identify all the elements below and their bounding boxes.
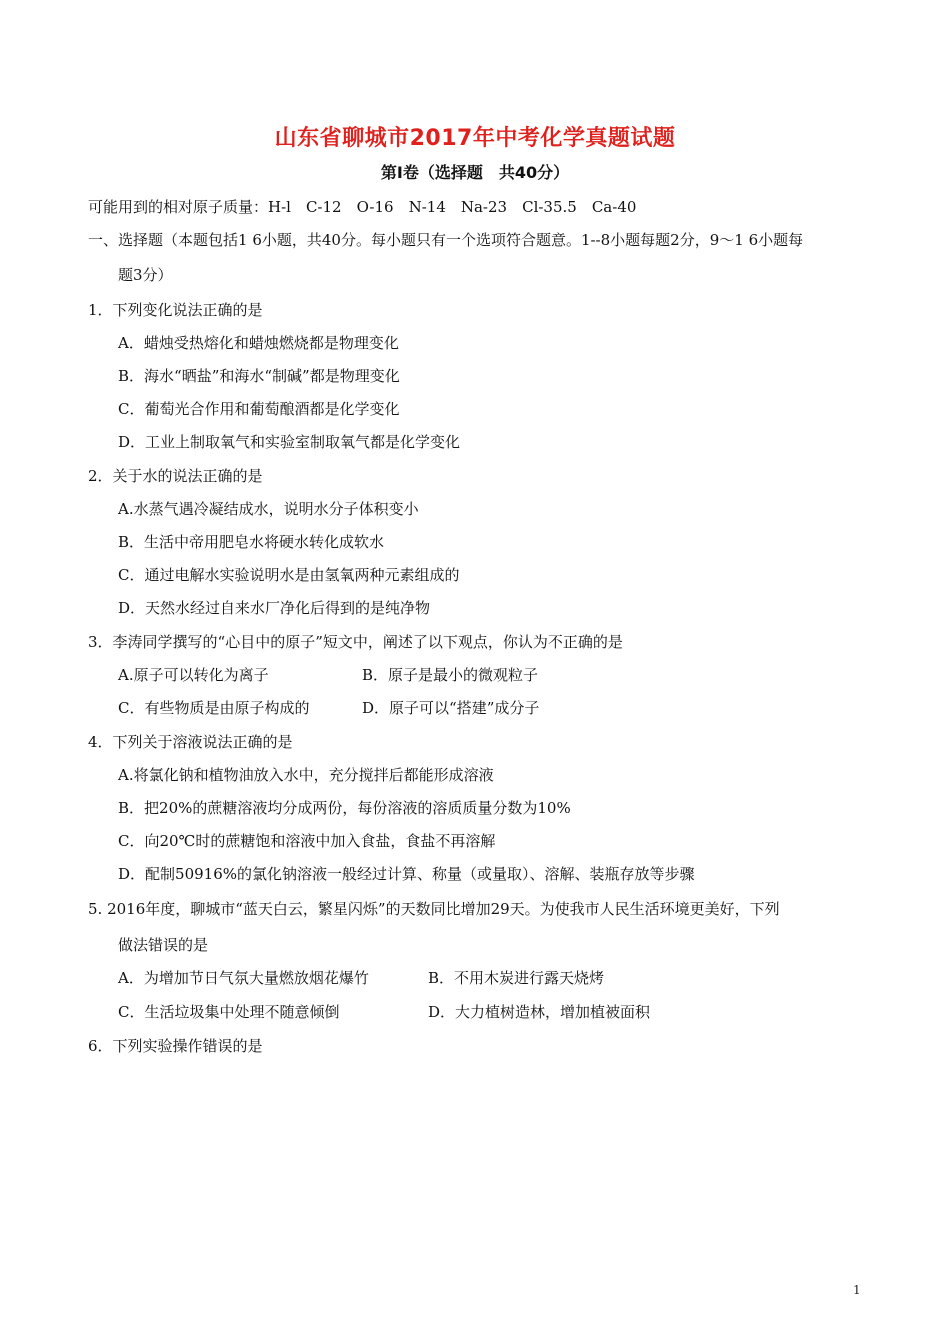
question-5-stem-line2: 做法错误的是 <box>118 936 209 954</box>
question-4-option-a: A.将氯化钠和植物油放入水中，充分搅拌后都能形成溶液 <box>118 766 494 784</box>
question-5-option-b: B．不用木炭进行露天烧烤 <box>428 969 605 987</box>
question-1-stem: 1．下列变化说法正确的是 <box>88 301 263 319</box>
question-1-option-a: A．蜡烛受热熔化和蜡烛燃烧都是物理变化 <box>118 334 399 352</box>
section-heading-line1: 一、选择题（本题包括1 6小题，共40分。每小题只有一个选项符合题意。1--8小题每题2分，9～1 6小题每 <box>88 231 804 249</box>
question-3-option-d: D．原子可以“搭建”成分子 <box>362 699 540 717</box>
question-4-option-c: C．向20℃时的蔗糖饱和溶液中加入食盐，食盐不再溶解 <box>118 832 496 850</box>
question-3-option-c: C．有些物质是由原子构成的 <box>118 699 310 717</box>
section-heading-line2: 题3分） <box>118 266 173 284</box>
question-2-option-c: C．通过电解水实验说明水是由氢氧两种元素组成的 <box>118 566 460 584</box>
question-2-option-a: A.水蒸气遇冷凝结成水，说明水分子体积变小 <box>118 500 419 518</box>
question-4-option-d: D．配制50916%的氯化钠溶液一般经过计算、称量（或量取）、溶解、装瓶存放等步骤 <box>118 865 695 883</box>
question-3-option-b: B．原子是最小的微观粒子 <box>362 666 539 684</box>
page-number: 1 <box>853 1283 861 1297</box>
question-3-option-a: A.原子可以转化为离子 <box>118 666 269 684</box>
document-title: 山东省聊城市2017年中考化学真题试题 <box>274 126 676 151</box>
question-2-option-d: D．天然水经过自来水厂净化后得到的是纯净物 <box>118 599 431 617</box>
question-3-stem: 3．李涛同学撰写的“心目中的原子”短文中，阐述了以下观点，你认为不正确的是 <box>88 633 623 651</box>
question-1-option-b: B．海水“晒盐”和海水“制碱”都是物理变化 <box>118 367 400 385</box>
question-6-stem: 6．下列实验操作错误的是 <box>88 1037 263 1055</box>
question-1-option-c: C．葡萄光合作用和葡萄酿酒都是化学变化 <box>118 400 400 418</box>
question-2-stem: 2．关于水的说法正确的是 <box>88 467 263 485</box>
question-5-option-d: D．大力植树造林，增加植被面积 <box>428 1003 651 1021</box>
question-4-stem: 4．下列关于溶液说法正确的是 <box>88 733 293 751</box>
question-4-option-b: B．把20%的蔗糖溶液均分成两份，每份溶液的溶质质量分数为10% <box>118 799 571 817</box>
question-5-option-c: C．生活垃圾集中处理不随意倾倒 <box>118 1003 340 1021</box>
question-2-option-b: B．生活中帝用肥皂水将硬水转化成软水 <box>118 533 385 551</box>
question-1-option-d: D．工业上制取氧气和实验室制取氧气都是化学变化 <box>118 433 461 451</box>
question-5-stem: 5. 2016年度，聊城市“蓝天白云，繁星闪烁”的天数同比增加29天。为使我市人民生活环境更美好，下列 <box>88 900 780 918</box>
question-5-option-a: A．为增加节日气氛大量燃放烟花爆竹 <box>118 969 369 987</box>
atomic-masses-line: 可能用到的相对原子质量：H-l C-12 O-16 N-14 Na-23 Cl-35.5 Ca-40 <box>88 198 637 216</box>
section-subtitle: 第I卷（选择题 共40分） <box>380 163 570 182</box>
